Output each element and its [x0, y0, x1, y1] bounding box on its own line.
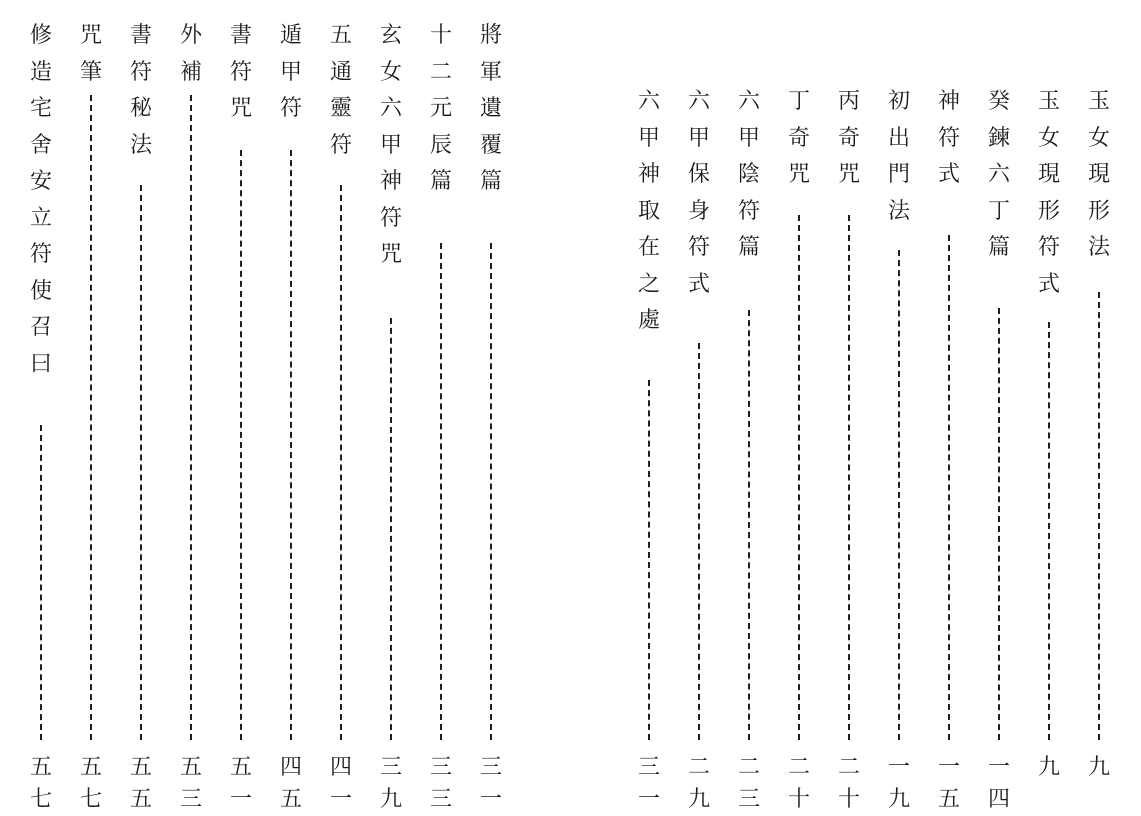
glyph: 身	[687, 198, 710, 224]
toc-entry	[1084, 0, 1114, 800]
toc-entry	[834, 0, 864, 812]
leader-line	[798, 215, 800, 740]
glyph: 玉	[1037, 89, 1060, 114]
glyph: 法	[887, 198, 910, 224]
glyph: 九	[379, 787, 402, 812]
entry-title	[834, 84, 864, 194]
glyph: 符	[937, 125, 960, 151]
glyph: 七	[29, 787, 52, 812]
glyph: 篇	[429, 169, 452, 194]
glyph: 陰	[737, 162, 760, 187]
glyph: 甲	[637, 125, 660, 151]
leader-line	[1098, 292, 1100, 740]
page-number	[476, 752, 506, 816]
entry-title	[684, 84, 714, 303]
glyph: 五	[179, 755, 202, 780]
leader-line	[240, 150, 242, 740]
glyph: 門	[887, 162, 910, 187]
toc-entry	[126, 0, 156, 812]
toc-entry	[326, 0, 356, 812]
glyph: 五	[79, 755, 102, 780]
leader-line	[390, 318, 392, 740]
glyph: 符	[379, 205, 402, 231]
leader-line	[140, 185, 142, 740]
glyph: 符	[29, 242, 52, 267]
glyph: 通	[329, 59, 352, 85]
glyph: 使	[29, 278, 52, 304]
entry-title	[126, 18, 156, 164]
leader-line	[648, 380, 650, 740]
glyph: 九	[1087, 755, 1110, 780]
entry-title	[1084, 84, 1114, 267]
glyph: 辰	[429, 132, 452, 158]
page-number	[326, 752, 356, 816]
glyph: 三	[379, 755, 402, 780]
page-number	[734, 752, 764, 816]
page-number	[376, 752, 406, 816]
glyph: 二	[737, 755, 760, 780]
glyph: 鍊	[987, 125, 1010, 151]
glyph: 六	[687, 89, 710, 114]
glyph: 一	[887, 755, 910, 780]
glyph: 立	[29, 205, 52, 231]
entry-title	[476, 18, 506, 201]
glyph: 軍	[479, 59, 502, 85]
glyph: 造	[29, 59, 52, 85]
glyph: 神	[379, 169, 402, 194]
page-number	[176, 752, 206, 816]
toc-entry	[276, 0, 306, 812]
toc-entry	[934, 0, 964, 812]
glyph: 二	[429, 59, 452, 85]
glyph: 曰	[29, 351, 52, 377]
glyph: 召	[29, 315, 52, 340]
entry-title	[634, 84, 664, 340]
glyph: 符	[229, 59, 252, 85]
glyph: 三	[479, 755, 502, 780]
glyph: 咒	[229, 96, 252, 121]
glyph: 符	[129, 59, 152, 85]
glyph: 式	[937, 162, 960, 187]
glyph: 六	[637, 89, 660, 114]
toc-entry	[1034, 0, 1064, 800]
glyph: 出	[887, 125, 910, 151]
glyph: 覆	[479, 132, 502, 158]
leader-line	[490, 243, 492, 740]
entry-title	[176, 18, 206, 91]
page-number	[1034, 752, 1064, 784]
glyph: 五	[937, 787, 960, 812]
glyph: 一	[329, 787, 352, 812]
glyph: 安	[29, 169, 52, 194]
leader-line	[698, 343, 700, 740]
glyph: 三	[737, 787, 760, 812]
glyph: 九	[887, 787, 910, 812]
glyph: 符	[279, 96, 302, 121]
glyph: 將	[479, 23, 502, 48]
glyph: 一	[479, 787, 502, 812]
toc-entry	[634, 0, 664, 812]
glyph: 二	[787, 755, 810, 780]
glyph: 一	[937, 755, 960, 780]
glyph: 五	[29, 755, 52, 780]
glyph: 遁	[279, 23, 302, 48]
glyph: 外	[179, 23, 202, 48]
glyph: 法	[129, 132, 152, 158]
page-number	[634, 752, 664, 816]
glyph: 秘	[129, 96, 152, 121]
entry-title	[76, 18, 106, 91]
glyph: 書	[129, 23, 152, 48]
entry-title	[984, 84, 1014, 267]
page-number	[1084, 752, 1114, 784]
glyph: 保	[687, 162, 710, 187]
toc-entry	[426, 0, 456, 812]
page-number	[126, 752, 156, 816]
leader-line	[440, 243, 442, 740]
glyph: 法	[1087, 235, 1110, 260]
glyph: 四	[279, 755, 302, 780]
glyph: 一	[229, 787, 252, 812]
glyph: 甲	[737, 125, 760, 151]
page-number	[834, 752, 864, 816]
toc-entry	[734, 0, 764, 812]
entry-title	[884, 84, 914, 230]
glyph: 十	[787, 787, 810, 812]
glyph: 補	[179, 59, 202, 85]
leader-line	[190, 95, 192, 740]
leader-line	[340, 185, 342, 740]
toc-entry	[984, 0, 1014, 812]
glyph: 十	[837, 787, 860, 812]
glyph: 形	[1087, 198, 1110, 224]
glyph: 二	[837, 755, 860, 780]
page-number	[934, 752, 964, 816]
glyph: 神	[937, 89, 960, 114]
toc-entry	[684, 0, 714, 812]
glyph: 神	[637, 162, 660, 187]
toc-entry	[26, 0, 56, 812]
leader-line	[898, 250, 900, 740]
glyph: 筆	[79, 59, 102, 85]
glyph: 形	[1037, 198, 1060, 224]
entry-title	[426, 18, 456, 201]
glyph: 三	[637, 755, 660, 780]
glyph: 元	[429, 96, 452, 121]
glyph: 奇	[837, 125, 860, 151]
glyph: 三	[179, 787, 202, 812]
glyph: 書	[229, 23, 252, 48]
leader-line	[848, 215, 850, 740]
glyph: 玉	[1087, 89, 1110, 114]
glyph: 咒	[837, 162, 860, 187]
toc-entry	[76, 0, 106, 812]
glyph: 五	[329, 23, 352, 48]
glyph: 奇	[787, 125, 810, 151]
toc-entry	[476, 0, 506, 812]
entry-title	[26, 18, 56, 383]
leader-line	[290, 150, 292, 740]
glyph: 初	[887, 89, 910, 114]
entry-title	[376, 18, 406, 274]
leader-line	[1048, 322, 1050, 740]
glyph: 處	[637, 308, 660, 333]
glyph: 篇	[737, 235, 760, 260]
glyph: 女	[1037, 125, 1060, 151]
entry-title	[784, 84, 814, 194]
glyph: 現	[1087, 162, 1110, 187]
page-number	[276, 752, 306, 816]
glyph: 遺	[479, 96, 502, 121]
glyph: 現	[1037, 162, 1060, 187]
toc-entry	[784, 0, 814, 812]
glyph: 靈	[329, 96, 352, 121]
glyph: 七	[79, 787, 102, 812]
glyph: 丙	[837, 89, 860, 114]
glyph: 舍	[29, 132, 52, 158]
leader-line	[998, 308, 1000, 740]
page-number	[684, 752, 714, 816]
glyph: 四	[987, 787, 1010, 812]
glyph: 咒	[379, 242, 402, 267]
glyph: 一	[987, 755, 1010, 780]
toc-entry	[376, 0, 406, 812]
page-number	[76, 752, 106, 816]
glyph: 符	[1037, 235, 1060, 260]
glyph: 四	[329, 755, 352, 780]
entry-title	[226, 18, 256, 128]
page-number	[984, 752, 1014, 816]
glyph: 六	[379, 96, 402, 121]
glyph: 玄	[379, 23, 402, 48]
entry-title	[326, 18, 356, 164]
entry-title	[276, 18, 306, 128]
glyph: 女	[1087, 125, 1110, 151]
glyph: 修	[29, 23, 52, 48]
glyph: 六	[737, 89, 760, 114]
entry-title	[1034, 84, 1064, 303]
glyph: 甲	[687, 125, 710, 151]
leader-line	[748, 310, 750, 740]
glyph: 之	[637, 271, 660, 297]
leader-line	[948, 235, 950, 740]
glyph: 九	[1037, 755, 1060, 780]
glyph: 六	[987, 162, 1010, 187]
glyph: 三	[429, 787, 452, 812]
glyph: 癸	[987, 89, 1010, 114]
leader-line	[40, 425, 42, 740]
leader-line	[90, 95, 92, 740]
glyph: 取	[637, 198, 660, 224]
glyph: 在	[637, 235, 660, 260]
glyph: 五	[279, 787, 302, 812]
toc-entry	[884, 0, 914, 812]
glyph: 符	[737, 198, 760, 224]
glyph: 式	[687, 271, 710, 297]
glyph: 三	[429, 755, 452, 780]
glyph: 符	[687, 235, 710, 260]
glyph: 一	[637, 787, 660, 812]
page-number	[426, 752, 456, 816]
glyph: 甲	[379, 132, 402, 158]
page-number	[784, 752, 814, 816]
glyph: 咒	[787, 162, 810, 187]
glyph: 篇	[987, 235, 1010, 260]
glyph: 九	[687, 787, 710, 812]
glyph: 五	[129, 787, 152, 812]
glyph: 甲	[279, 59, 302, 85]
glyph: 咒	[79, 23, 102, 48]
glyph: 丁	[987, 198, 1010, 224]
glyph: 符	[329, 132, 352, 158]
page-number	[26, 752, 56, 816]
glyph: 式	[1037, 271, 1060, 297]
glyph: 丁	[787, 89, 810, 114]
toc-entry	[226, 0, 256, 812]
page-number	[884, 752, 914, 816]
glyph: 十	[429, 23, 452, 48]
glyph: 篇	[479, 169, 502, 194]
page-number	[226, 752, 256, 816]
glyph: 五	[229, 755, 252, 780]
entry-title	[934, 84, 964, 194]
glyph: 五	[129, 755, 152, 780]
entry-title	[734, 84, 764, 267]
toc-entry	[176, 0, 206, 812]
glyph: 宅	[29, 96, 52, 121]
glyph: 二	[687, 755, 710, 780]
glyph: 女	[379, 59, 402, 85]
